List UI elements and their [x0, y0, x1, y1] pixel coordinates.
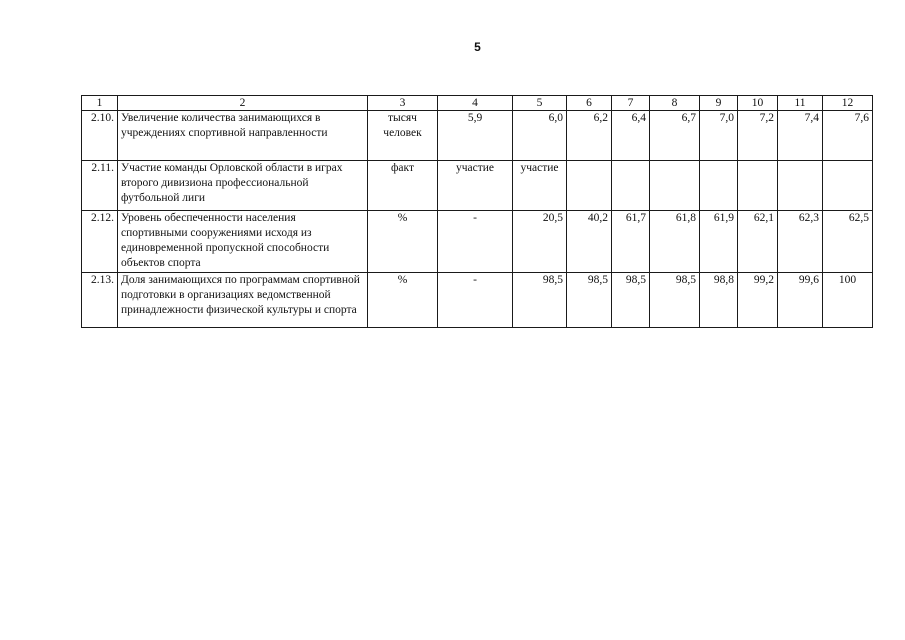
header-cell: 8 [650, 96, 700, 111]
value-cell: 61,7 [612, 211, 650, 273]
table-row [82, 273, 873, 328]
header-cell: 5 [513, 96, 567, 111]
table-row [82, 211, 873, 273]
unit-cell: факт [368, 161, 438, 211]
value-cell: 62,1 [738, 211, 778, 273]
indicator-name: Участие команды Орловской области в играх второго дивизиона профессиональной футбольной лиги [118, 161, 368, 211]
value-cell: 99,6 [778, 273, 823, 328]
header-cell: 10 [738, 96, 778, 111]
value-cell: 61,8 [650, 211, 700, 273]
value-cell: 98,5 [612, 273, 650, 328]
value-cell: 7,2 [738, 111, 778, 161]
header-cell: 7 [612, 96, 650, 111]
value-cell: 6,4 [612, 111, 650, 161]
table-row [82, 161, 873, 211]
value-cell [738, 161, 778, 211]
row-number: 2.12. [82, 211, 118, 273]
row-number: 2.10. [82, 111, 118, 161]
indicator-name: Уровень обеспеченности населения спортивными сооружениями исходя из единовременной пропускной способности объектов спорта [118, 211, 368, 273]
header-cell: 1 [82, 96, 118, 111]
value-cell: 61,9 [700, 211, 738, 273]
header-cell: 6 [567, 96, 612, 111]
value-cell [700, 161, 738, 211]
value-cell: участие [513, 161, 567, 211]
value-cell: - [438, 273, 513, 328]
value-cell: 98,8 [700, 273, 738, 328]
unit-cell: % [368, 273, 438, 328]
value-cell: 62,3 [778, 211, 823, 273]
value-cell: 98,5 [650, 273, 700, 328]
value-cell [650, 161, 700, 211]
indicator-name: Увеличение количества занимающихся в учреждениях спортивной направленности [118, 111, 368, 161]
page-number: 5 [474, 40, 481, 54]
value-cell: 98,5 [567, 273, 612, 328]
header-cell: 2 [118, 96, 368, 111]
value-cell [567, 161, 612, 211]
value-cell: 5,9 [438, 111, 513, 161]
value-cell: 62,5 [823, 211, 873, 273]
value-cell: 98,5 [513, 273, 567, 328]
row-number: 2.11. [82, 161, 118, 211]
unit-cell: тысяч человек [368, 111, 438, 161]
value-cell: 6,7 [650, 111, 700, 161]
header-cell: 3 [368, 96, 438, 111]
value-cell: - [438, 211, 513, 273]
header-cell: 9 [700, 96, 738, 111]
value-cell: 6,0 [513, 111, 567, 161]
unit-cell: % [368, 211, 438, 273]
value-cell: 40,2 [567, 211, 612, 273]
indicator-name: Доля занимающихся по программам спортивной подготовки в организациях ведомственной принадлежности физической культуры и спорта [118, 273, 368, 328]
indicators-table [81, 95, 873, 328]
table-row [82, 111, 873, 161]
value-cell: 7,6 [823, 111, 873, 161]
value-cell [778, 161, 823, 211]
value-cell: 7,0 [700, 111, 738, 161]
value-cell: 99,2 [738, 273, 778, 328]
value-cell [823, 161, 873, 211]
row-number: 2.13. [82, 273, 118, 328]
header-cell: 4 [438, 96, 513, 111]
header-cell: 11 [778, 96, 823, 111]
value-cell: 6,2 [567, 111, 612, 161]
value-cell: 20,5 [513, 211, 567, 273]
table-header-row [82, 96, 873, 111]
header-cell: 12 [823, 96, 873, 111]
value-cell: 100 [823, 273, 873, 328]
value-cell [612, 161, 650, 211]
value-cell: 7,4 [778, 111, 823, 161]
value-cell: участие [438, 161, 513, 211]
